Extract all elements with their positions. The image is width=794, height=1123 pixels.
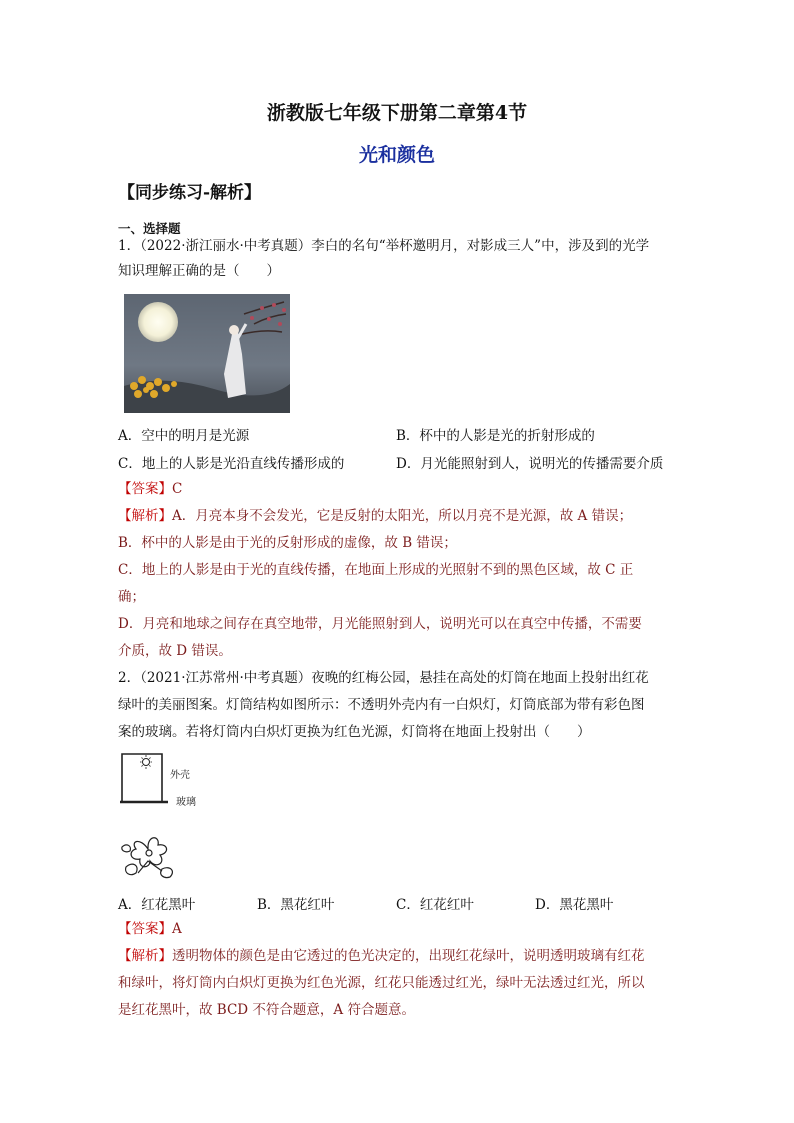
q2-stem-line-2: 绿叶的美丽图案。灯筒结构如图所示：不透明外壳内有一白炽灯，灯筒底部为带有彩色图 [118,697,645,713]
q2-option-d[interactable]: D．黑花黑叶 [535,897,614,913]
q2-analysis-line-3: 是红花黑叶，故 BCD 不符合题意，A 符合题意。 [118,1002,415,1018]
q2-stem-line-3: 案的玻璃。若将灯筒内白炽灯更换为红色光源，灯筒将在地面上投射出（ ） [118,724,591,740]
analysis-text: 透明物体的颜色是由它透过的色光决定的，出现红花绿叶，说明透明玻璃有红花 [172,948,645,964]
answer-tag: 【答案】 [118,921,172,937]
q2-analysis-line-1 [118,946,645,966]
answer-tag: 【答案】 [118,481,172,497]
part-heading: 一、选择题 [118,221,181,236]
glass-label: 玻璃 [176,797,196,808]
q1-analysis-line-4: 确； [118,589,145,605]
q1-analysis-line-3: C．地上的人影是由于光的直线传播，在地面上形成的光照射不到的黑色区域，故 C 正 [118,562,634,578]
moon-poet-illustration [124,294,290,413]
q2-option-b[interactable]: B．黑花红叶 [257,897,335,913]
q1-analysis-line-5: D．月亮和地球之间存在真空地带，月光能照射到人，说明光可以在真空中传播，不需要 [118,616,642,632]
q1-option-d[interactable]: D．月光能照射到人，说明光的传播需要介质 [396,456,664,472]
q2-stem-line-1: 2．（2021·江苏常州·中考真题）夜晚的红梅公园，悬挂在高处的灯筒在地面上投射出红花 [118,670,649,686]
q1-stem-line-1: 1．（2022·浙江丽水·中考真题）李白的名句“举杯邀明月，对影成三人”中，涉及到的光学 [118,238,650,254]
q2-option-c[interactable]: C．红花红叶 [396,897,474,913]
section-heading: 【同步练习-解析】 [118,183,262,203]
q1-stem-line-2: 知识理解正确的是（ ） [118,263,280,279]
q1-option-b[interactable]: B．杯中的人影是光的折射形成的 [396,428,595,444]
document-subtitle: 光和颜色 [358,144,435,166]
q1-analysis-line-2: B．杯中的人影是由于光的反射形成的虚像，故 B 错误； [118,535,457,551]
q1-analysis-line-6: 介质，故 D 错误。 [118,643,232,659]
analysis-tag: 【解析】 [118,508,172,524]
shell-label: 外壳 [170,770,190,781]
analysis-text: A．月亮本身不会发光，它是反射的太阳光，所以月亮不是光源，故 A 错误； [172,508,633,524]
q1-option-c[interactable]: C．地上的人影是光沿直线传播形成的 [118,456,345,472]
q2-answer [118,919,182,939]
q2-option-a[interactable]: A．红花黑叶 [118,897,196,913]
q1-answer [118,479,182,499]
answer-value: C [172,481,183,497]
answer-value: A [172,921,182,937]
document-title: 浙教版七年级下册第二章第4节 [266,102,528,124]
analysis-tag: 【解析】 [118,948,172,964]
q1-analysis-line-1 [118,506,632,526]
flower-leaf-pattern [118,827,180,885]
q2-analysis-line-2: 和绿叶，将灯筒内白炽灯更换为红色光源，红花只能透过红光，绿叶无法透过红光，所以 [118,975,645,991]
q1-option-a[interactable]: A．空中的明月是光源 [118,428,250,444]
